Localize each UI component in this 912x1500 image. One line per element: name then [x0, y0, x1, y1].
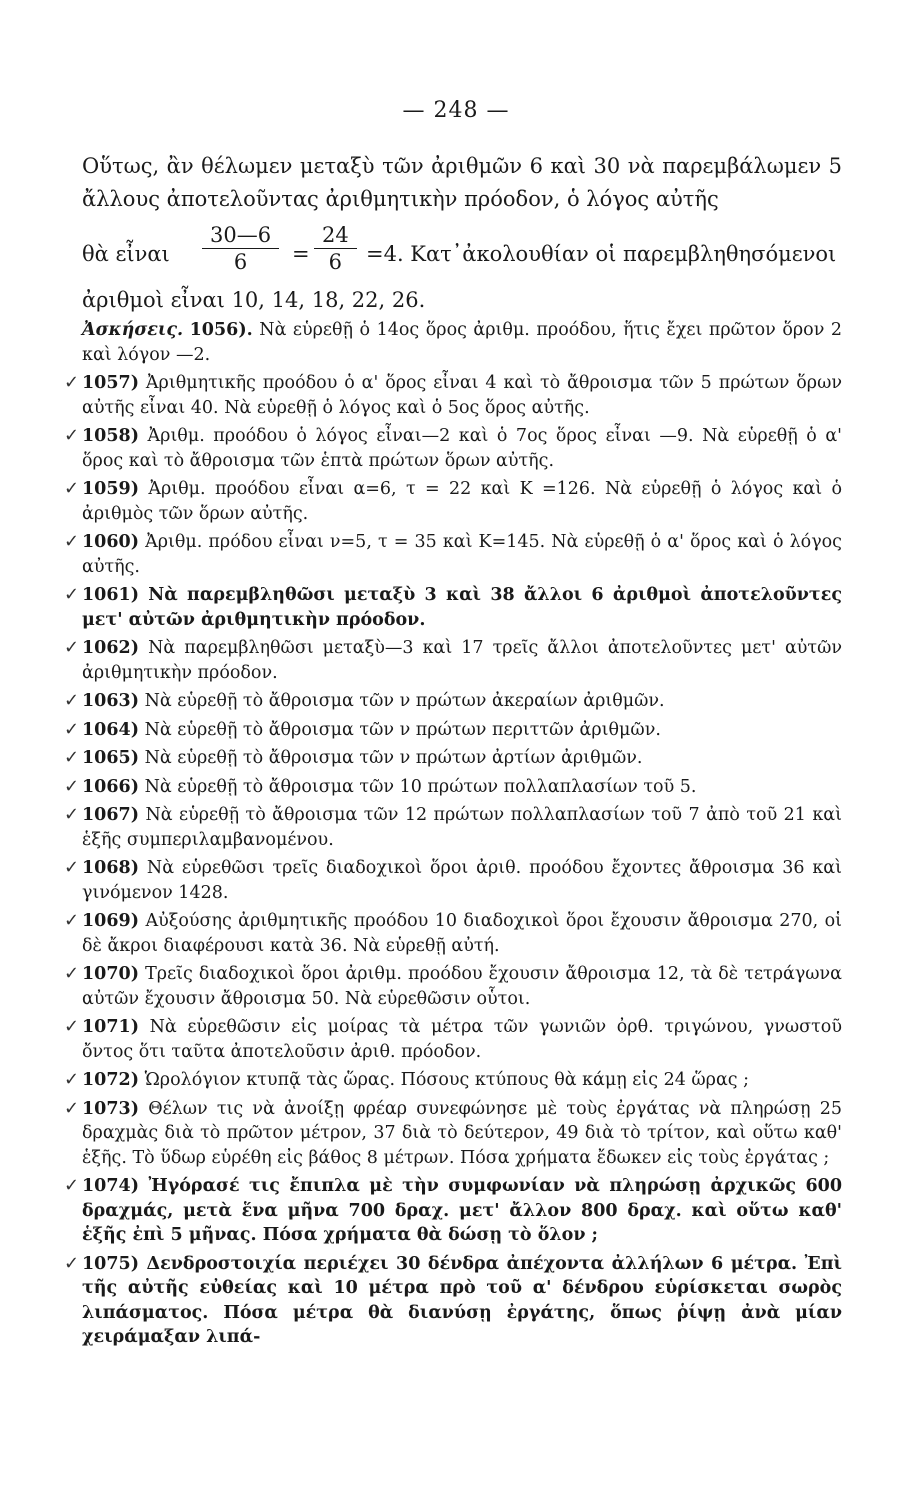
- check-mark-icon: ✓: [64, 1097, 80, 1119]
- exercise-item: [64, 1068, 842, 1093]
- exercise-text: Ἀριθμ. προόδου ὁ λόγος εἶναι—2 καὶ ὁ 7ος ὅρος εἶναι —9. Νὰ εὑρεθῇ ὁ α' ὅρος καὶ τὸ ἄθροισμα τῶν ἑπτὰ πρώτων ὅρων αὐτῆς.: [82, 426, 842, 471]
- exercise-text: Αὐξούσης ἀριθμητικῆς προόδου 10 διαδοχικοὶ ὅροι ἔχουσιν ἄθροισμα 270, οἱ δὲ ἄκροι διαφέρουσι κατὰ 36. Νὰ εὑρεθῇ αὐτή.: [82, 911, 842, 956]
- exercise-text: Νὰ εὑρεθῇ τὸ ἄθροισμα τῶν ν πρώτων περιττῶν ἀριθμῶν.: [144, 719, 661, 740]
- exercise-number: 1065): [82, 748, 139, 768]
- exercise-number: 1061): [82, 585, 139, 605]
- exercise-text: Ἀριθμ. προόδου εἶναι α=6, τ = 22 καὶ Κ =126. Νὰ εὑρεθῇ ὁ λόγος καὶ ὁ ἀριθμὸς τῶν ὅρων αὐτῆς.: [82, 479, 842, 524]
- exercise-item: [64, 1252, 843, 1350]
- exercise-number: 1060): [82, 532, 139, 552]
- intro-conclusion: ἀριθμοὶ εἶναι 10, 14, 18, 22, 26.: [82, 288, 426, 312]
- exercise-item: [64, 962, 842, 1011]
- exercise-item: [64, 583, 843, 632]
- exercise-item: [64, 909, 842, 958]
- fraction-2: [314, 222, 357, 275]
- formula-line: [82, 218, 842, 284]
- exercise-text: Νὰ εὑρεθῇ τὸ ἄθροισμα τῶν 10 πρώτων πολλαπλασίων τοῦ 5.: [144, 776, 697, 797]
- exercise-text: Θέλων τις νὰ ἀνοίξῃ φρέαρ συνεφώνησε μὲ τοὺς ἐργάτας νὰ πληρώσῃ 25 δραχμὰς διὰ τὸ πρῶτον μέτρον, 37 διὰ τὸ δεύτερον, 49 διὰ τὸ τρίτον, καὶ οὕτω καθ' ἑξῆς. Τὸ ὕδωρ εὑρέθη εἰς βάθος 8 μέτρων. Πόσα χρήματα ἔδωκεν εἰς τοὺς ἐργάτας ;: [82, 1098, 842, 1168]
- check-mark-icon: ✓: [64, 584, 80, 605]
- fraction-1: [202, 222, 279, 275]
- check-mark-icon: ✓: [64, 718, 80, 740]
- check-mark-icon: ✓: [64, 372, 80, 393]
- check-mark-icon: ✓: [64, 425, 80, 446]
- exercise-item: [64, 1097, 842, 1171]
- exercise-item: [64, 1015, 842, 1064]
- exercise-number: 1059): [82, 479, 139, 499]
- check-mark-icon: ✓: [64, 775, 80, 797]
- exercises-section: [64, 318, 843, 1354]
- exercise-number: 1066): [82, 776, 139, 797]
- fraction-2-numerator: 24: [314, 222, 357, 249]
- exercise-text: Νὰ εὑρεθῶσιν εἰς μοίρας τὰ μέτρα τῶν γωνιῶν ὀρθ. τριγώνου, γνωστοῦ ὄντος ὅτι ταῦτα ἀποτελοῦσιν ἀριθ. πρόοδον.: [82, 1017, 842, 1062]
- exercise-number: 1073): [82, 1098, 139, 1119]
- equals-sign: =: [292, 242, 310, 266]
- check-mark-icon: ✓: [64, 1252, 80, 1274]
- exercise-number: 1067): [82, 805, 139, 825]
- exercise-text: Ἀριθμ. πρόδου εἶναι ν=5, τ = 35 καὶ Κ=145. Νὰ εὑρεθῇ ὁ α' ὅρος καὶ ὁ λόγος αὐτῆς.: [82, 532, 842, 577]
- exercise-number: 1071): [82, 1017, 139, 1037]
- exercise-number: 1074): [82, 1176, 139, 1196]
- exercises-heading: Ἀσκήσεις.: [82, 320, 184, 340]
- exercise-item: [64, 746, 842, 771]
- exercise-text: Ὡρολόγιον κτυπᾷ τὰς ὥρας. Πόσους κτύπους θὰ κάμῃ εἰς 24 ὥρας ;: [144, 1070, 750, 1090]
- exercise-text: Νὰ παρεμβληθῶσι μεταξὺ 3 καὶ 38 ἄλλοι 6 ἀριθμοὶ ἀποτελοῦντες μετ' αὐτῶν ἀριθμητικὴν πρόοδον.: [82, 585, 843, 630]
- exercise-item: [64, 477, 842, 526]
- check-mark-icon: ✓: [64, 857, 80, 878]
- exercise-item: [64, 530, 842, 579]
- exercise-item: [64, 371, 842, 420]
- exercise-item: [64, 856, 842, 905]
- exercise-number: 1072): [82, 1070, 139, 1090]
- check-mark-icon: ✓: [64, 637, 80, 658]
- exercise-number: 1058): [82, 426, 139, 446]
- exercise-number: 1068): [82, 858, 139, 878]
- exercise-text: Δενδροστοιχία περιέχει 30 δένδρα ἀπέχοντα ἀλλήλων 6 μέτρα. Ἐπὶ τῆς αὐτῆς εὐθείας καὶ 10 μέτρα πρὸ τοῦ α' δένδρου εὑρίσκεται σωρὸς λιπάσματος. Πόσα μέτρα θὰ διανύσῃ ἐργάτης, ὅπως ῥίψῃ ἀνὰ μίαν χειράμαξαν λιπά-: [82, 1253, 843, 1347]
- exercise-number: 1064): [82, 719, 139, 740]
- exercise-number: 1075): [82, 1253, 139, 1274]
- intro-text: Οὕτως, ἂν θέλωμεν μεταξὺ τῶν ἀριθμῶν 6 καὶ 30 νὰ παρεμβάλωμεν 5 ἄλλους ἀποτελοῦντας ἀριθμητικὴν πρόοδον, ὁ λόγος αὐτῆς: [82, 154, 842, 211]
- formula-result: =4. Κατ᾽ἀκολουθίαν οἱ παρεμβληθησόμενοι: [366, 242, 837, 266]
- exercise-item: [64, 775, 842, 800]
- fraction-1-numerator: 30—6: [202, 222, 279, 249]
- exercise-number: 1063): [82, 691, 139, 711]
- fraction-2-denominator: 6: [328, 250, 343, 274]
- exercise-item: [64, 424, 842, 473]
- exercise-text: Νὰ εὑρεθῇ τὸ ἄθροισμα τῶν ν πρώτων ἀρτίων ἀριθμῶν.: [144, 748, 643, 768]
- exercise-number: 1057): [82, 373, 139, 393]
- exercise-item: [64, 718, 842, 743]
- intro-paragraph: [82, 150, 842, 317]
- check-mark-icon: ✓: [64, 690, 80, 711]
- exercise-item: [64, 636, 842, 685]
- exercise-text: Νὰ εὑρεθῇ τὸ ἄθροισμα τῶν ν πρώτων ἀκεραίων ἀριθμῶν.: [144, 691, 665, 711]
- exercise-number: 1056).: [189, 320, 253, 340]
- exercise-text: Ἠγόρασέ τις ἔπιπλα μὲ τὴν συμφωνίαν νὰ πληρώσῃ ἀρχικῶς 600 δραχμάς, μετὰ ἕνα μῆνα 700 δραχ. μετ' ἄλλον 800 δραχ. καὶ οὕτω καθ' ἑξῆς ἐπὶ 5 μῆνας. Πόσα χρήματα θὰ δώσῃ τὸ ὅλον ;: [82, 1176, 843, 1245]
- exercise-number: 1062): [82, 638, 139, 658]
- exercise-text: Νὰ παρεμβληθῶσι μεταξὺ—3 καὶ 17 τρεῖς ἄλλοι ἀποτελοῦντες μετ' αὐτῶν ἀριθμητικὴν πρόοδον.: [82, 638, 842, 683]
- exercise-item: [82, 318, 842, 367]
- check-mark-icon: ✓: [64, 531, 80, 552]
- exercise-number: 1070): [82, 964, 139, 984]
- exercise-number: 1069): [82, 911, 139, 931]
- exercise-text: Τρεῖς διαδοχικοὶ ὅροι ἀριθμ. προόδου ἔχουσιν ἄθροισμα 12, τὰ δὲ τετράγωνα αὐτῶν ἔχουσιν ἄθροισμα 50. Νὰ εὑρεθῶσιν οὗτοι.: [82, 964, 842, 1009]
- check-mark-icon: ✓: [64, 910, 80, 931]
- exercise-item: [64, 1174, 843, 1248]
- check-mark-icon: ✓: [64, 1175, 80, 1196]
- formula-prefix: θὰ εἶναι: [82, 242, 170, 266]
- exercise-item: [64, 689, 842, 714]
- check-mark-icon: ✓: [64, 478, 80, 499]
- exercise-text: Νὰ εὑρεθῇ ὁ 14ος ὅρος ἀριθμ. προόδου, ἥτις ἔχει πρῶτον ὅρον 2 καὶ λόγον —2.: [82, 320, 842, 365]
- check-mark-icon: ✓: [64, 1069, 80, 1090]
- exercise-text: Νὰ εὑρεθῶσι τρεῖς διαδοχικοὶ ὅροι ἀριθ. προόδου ἔχοντες ἄθροισμα 36 καὶ γινόμενον 1428.: [82, 858, 842, 903]
- exercise-text: Ἀριθμητικῆς προόδου ὁ α' ὅρος εἶναι 4 καὶ τὸ ἄθροισμα τῶν 5 πρώτων ὅρων αὐτῆς εἶναι 40. Νὰ εὑρεθῇ ὁ λόγος καὶ ὁ 5ος ὅρος αὐτῆς.: [82, 373, 842, 418]
- fraction-1-denominator: 6: [233, 250, 248, 274]
- check-mark-icon: ✓: [64, 747, 80, 768]
- exercise-item: [64, 803, 842, 852]
- check-mark-icon: ✓: [64, 963, 80, 984]
- page-number: — 248 —: [402, 98, 510, 123]
- exercise-text: Νὰ εὑρεθῇ τὸ ἄθροισμα τῶν 12 πρώτων πολλαπλασίων τοῦ 7 ἀπὸ τοῦ 21 καὶ ἑξῆς συμπεριλαμβανομένου.: [82, 805, 842, 850]
- check-mark-icon: ✓: [64, 804, 80, 825]
- check-mark-icon: ✓: [64, 1016, 80, 1037]
